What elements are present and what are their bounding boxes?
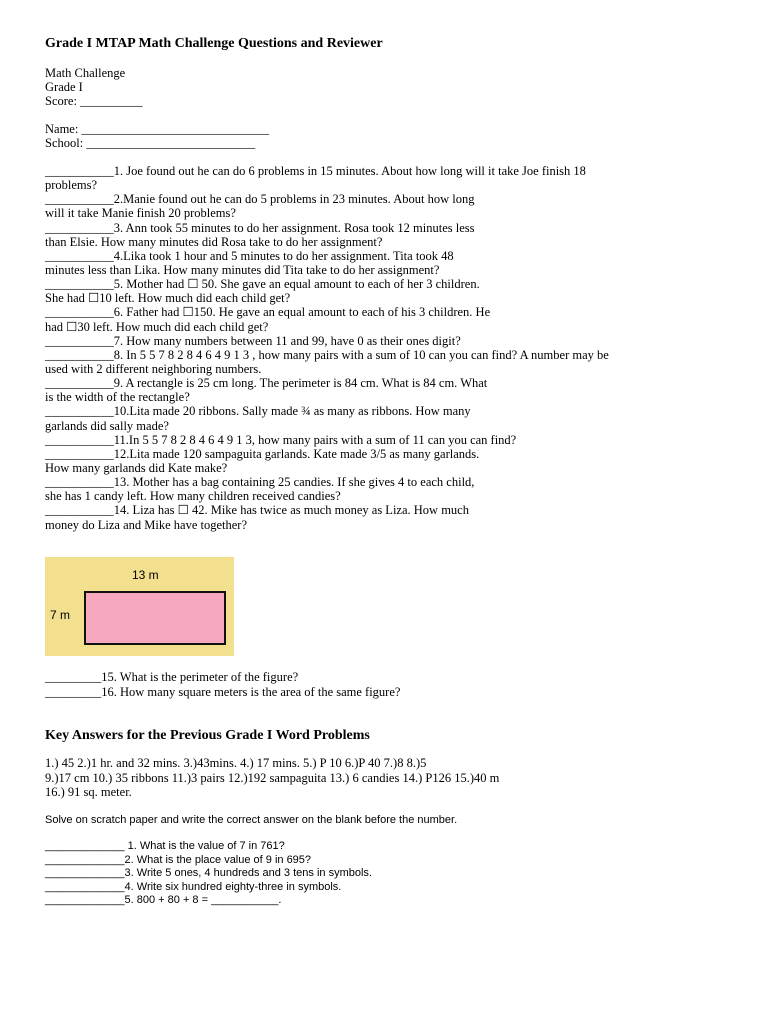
problem-line: ___________4.Lika took 1 hour and 5 minutes to do her assignment. Tita took 48 — [45, 248, 454, 263]
key-answer-line: 9.)17 cm 10.) 35 ribbons 11.)3 pairs 12.)192 sampaguita 13.) 6 candies 14.) P126 15.)40 m — [45, 770, 500, 785]
problem-line: ___________9. A rectangle is 25 cm long. The perimeter is 84 cm. What is 84 cm. What — [45, 376, 488, 391]
question-line: _____________3. Write 5 ones, 4 hundreds and 3 tens in symbols. — [45, 867, 372, 880]
problem-line: than Elsie. How many minutes did Rosa take to do her assignment? — [45, 234, 383, 249]
question-line: _____________ 1. What is the value of 7 in 761? — [45, 840, 285, 852]
problem-line: will it take Manie finish 20 problems? — [45, 206, 236, 221]
problem-line: money do Liza and Mike have together? — [45, 517, 248, 532]
instructions: Solve on scratch paper and write the correct answer on the blank before the number. — [45, 814, 458, 826]
problem-line: problems? — [45, 178, 98, 193]
problem-line: ___________11.In 5 5 7 8 2 8 4 6 4 9 1 3, how many pairs with a sum of 11 can you can find? — [45, 432, 517, 447]
figure-width-label: 7 m — [50, 608, 71, 622]
problem-line: ___________14. Liza has ☐ 42. Mike has twice as much money as Liza. How much — [45, 503, 469, 518]
question-line: _____________4. Write six hundred eighty-three in symbols. — [45, 880, 342, 893]
word-problems — [45, 164, 725, 532]
key-answer-line: 1.) 45 2.)1 hr. and 32 mins. 3.)43mins. 4.) 17 mins. 5.) P 10 6.)P 40 7.)8 8.)5 — [45, 756, 427, 770]
problem-line: ___________1. Joe found out he can do 6 problems in 15 minutes. About how long will it take Joe finish 18 — [45, 164, 586, 178]
place-value-questions — [45, 840, 372, 908]
problem-line: ___________7. How many numbers between 11 and 99, have 0 as their ones digit? — [45, 333, 461, 348]
figure-question-line: _________16. How many square meters is the area of the same figure? — [45, 684, 401, 699]
problem-line: garlands did sally made? — [45, 418, 169, 433]
key-answers-title: Key Answers for the Previous Grade I Word Problems — [45, 728, 370, 743]
question-line: _____________2. What is the place value of 9 in 695? — [45, 853, 312, 866]
name-field: Name: ______________________________ — [45, 122, 269, 136]
question-line: _____________5. 800 + 80 + 8 = ___________. — [45, 894, 282, 907]
problem-line: She had ☐10 left. How much did each child get? — [45, 291, 291, 306]
rectangle-figure — [45, 557, 234, 656]
problem-line: ___________3. Ann took 55 minutes to do her assignment. Rosa took 12 minutes less — [45, 220, 475, 235]
key-answer-line: 16.) 91 sq. meter. — [45, 785, 132, 799]
problem-line: ___________2.Manie found out he can do 5 problems in 23 minutes. About how long — [45, 192, 475, 207]
problem-line: is the width of the rectangle? — [45, 390, 190, 405]
problem-line: How many garlands did Kate make? — [45, 460, 228, 475]
problem-line: ___________8. In 5 5 7 8 2 8 4 6 4 9 1 3 , how many pairs with a sum of 10 can you can find? A number may be — [45, 347, 609, 362]
key-answers — [45, 756, 499, 800]
problem-line: minutes less than Lika. How many minutes did Tita take to do her assignment? — [45, 262, 440, 277]
header-grade: Grade I — [45, 80, 83, 94]
problem-line: ___________10.Lita made 20 ribbons. Sally made ¾ as many as ribbons. How many — [45, 404, 471, 419]
problem-line: ___________13. Mother has a bag containing 25 candies. If she gives 4 to each child, — [45, 475, 475, 490]
problem-line: she has 1 candy left. How many children received candies? — [45, 489, 341, 504]
header-subject: Math Challenge — [45, 66, 126, 80]
problem-line: used with 2 different neighboring numbers. — [45, 361, 262, 376]
score-field: Score: __________ — [45, 94, 143, 108]
figure-question-line: _________15. What is the perimeter of the figure? — [45, 670, 299, 684]
problem-line: ___________5. Mother had ☐ 50. She gave an equal amount to each of her 3 children. — [45, 277, 480, 292]
problem-line: ___________6. Father had ☐150. He gave an equal amount to each of his 3 children. He — [45, 305, 491, 320]
pink-rectangle — [84, 591, 226, 645]
problem-line: ___________12.Lita made 120 sampaguita garlands. Kate made 3/5 as many garlands. — [45, 446, 480, 461]
figure-length-label: 13 m — [132, 568, 159, 582]
document-title: Grade I MTAP Math Challenge Questions and Reviewer — [45, 36, 383, 51]
school-field: School: ___________________________ — [45, 136, 256, 150]
problem-line: had ☐30 left. How much did each child get? — [45, 319, 269, 334]
figure-questions — [45, 670, 400, 699]
